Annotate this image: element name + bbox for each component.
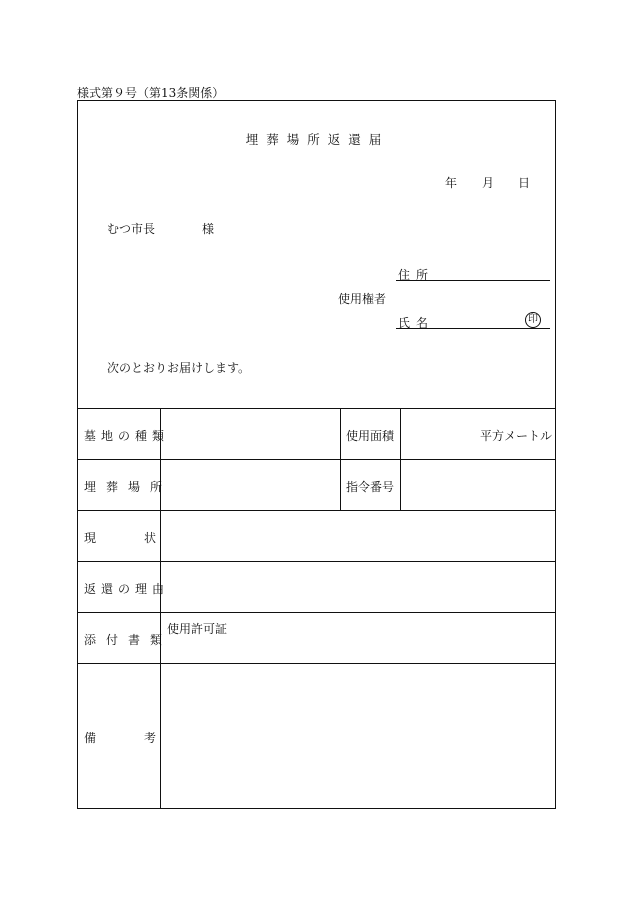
sub-label-divider-left [340,408,341,510]
name-label: 氏名 [398,316,435,330]
form-number: 様式第９号（第13条関係） [77,86,225,100]
address-label: 住所 [398,268,435,282]
area-unit: 平方メートル [480,429,553,443]
date-year-label: 年 [445,176,458,190]
name-line [396,328,550,329]
address-line [396,280,550,281]
return-reason-label: 返還の理由 [84,582,170,596]
remarks-label-a: 備 [84,731,97,745]
row-divider [78,459,555,460]
seal-mark: 印 [525,312,541,328]
user-rights-holder-label: 使用権者 [338,292,387,306]
row-divider [78,612,555,613]
attachments-label: 添付書類 [84,633,173,647]
sub-label-divider-right [400,408,401,510]
row-divider [78,510,555,511]
statement-text: 次のとおりお届けします。 [107,361,251,375]
form-title: 埋葬場所返還届 [245,132,390,147]
grave-type-label: 墓地の種類 [84,429,170,443]
addressee-name: むつ市長 [107,222,156,236]
date-month-label: 月 [482,176,495,190]
area-label: 使用面積 [346,429,395,443]
row-divider [78,663,555,664]
command-number-label: 指令番号 [346,480,395,494]
row-divider [78,561,555,562]
current-status-label-a: 現 [84,531,97,545]
attachments-value: 使用許可証 [167,622,228,636]
addressee-suffix: 様 [202,222,215,236]
form-frame [77,100,556,809]
label-column-divider [160,408,161,809]
remarks-label-b: 考 [144,731,157,745]
table-top-line [78,408,555,409]
burial-location-label: 埋葬場所 [84,480,173,494]
current-status-label-b: 状 [144,531,157,545]
date-day-label: 日 [518,176,531,190]
